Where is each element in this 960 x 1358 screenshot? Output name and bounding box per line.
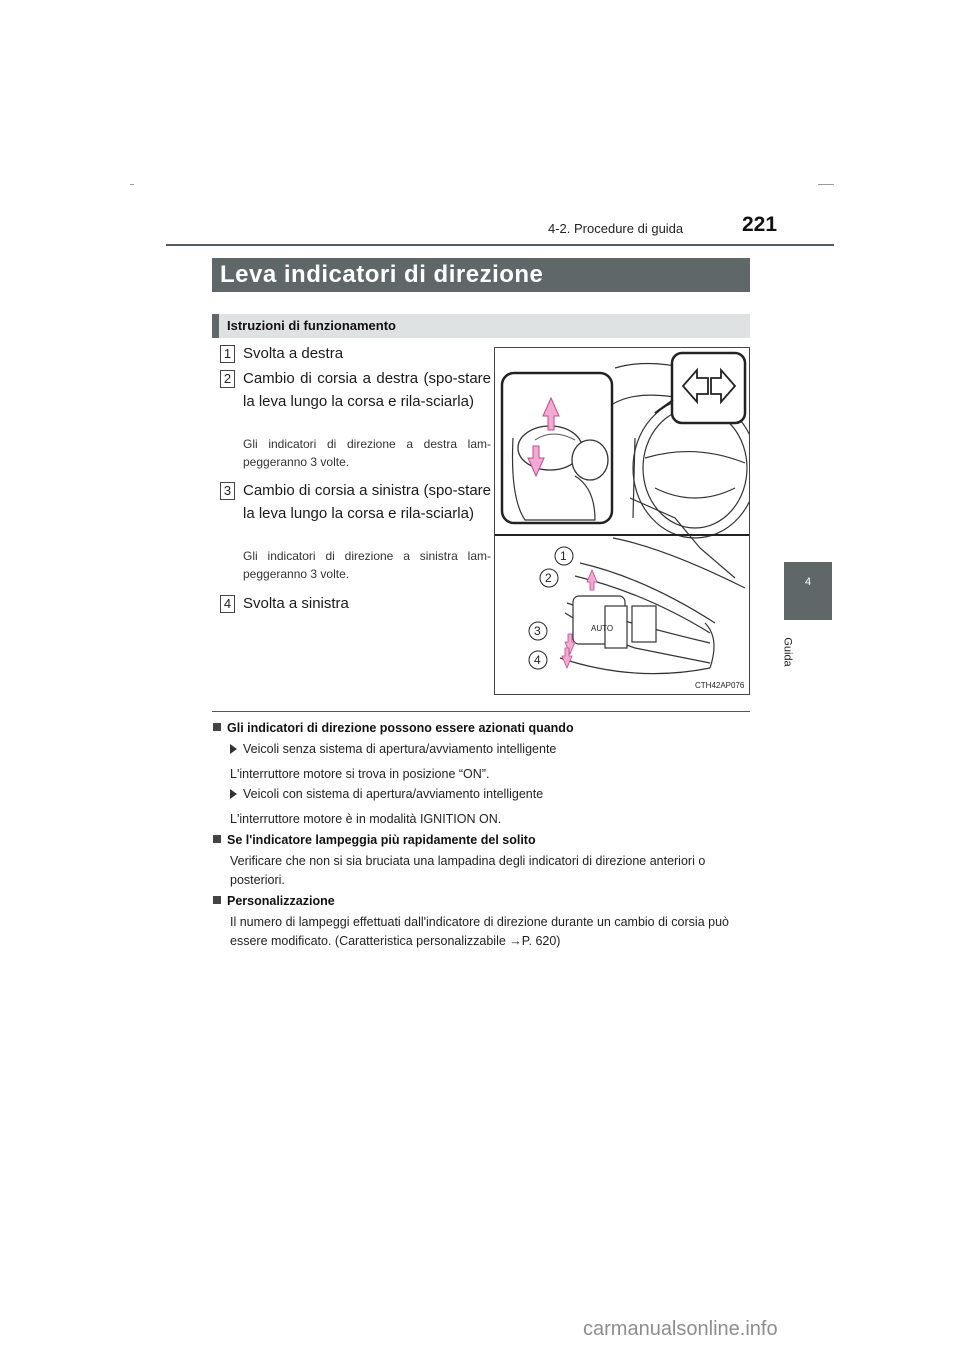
note-body-3: Il numero di lampeggi effettuati dall'indicatore di direzione durante un cambio di corsia può essere modificato. (Caratteristica personalizzabile →P. 620): [230, 915, 729, 948]
page-title: Leva indicatori di direzione: [212, 258, 750, 292]
triangle-bullet-icon: [230, 744, 237, 754]
item-number-4: 4: [220, 595, 235, 613]
header-rule: [166, 244, 834, 246]
running-header-section: 4-2. Procedure di guida: [548, 221, 684, 236]
note-heading-2: Se l'indicatore lampeggia più rapidamente del solito: [213, 833, 536, 847]
note-bullet-body-2: L'interruttore motore è in modalità IGNITION ON.: [230, 812, 502, 826]
callout-3: 3: [534, 624, 541, 638]
arrow-up-2: [587, 570, 597, 590]
note-bullet-body-1: L'interruttore motore si trova in posizione “ON”.: [230, 767, 490, 781]
figure-code: CTH42AP076: [695, 681, 745, 690]
auto-label: AUTO: [591, 624, 614, 633]
callout-1: 1: [560, 549, 567, 563]
item-text-1: Svolta a destra: [243, 345, 344, 362]
callout-4: 4: [534, 653, 541, 667]
section-subtitle: Istruzioni di funzionamento: [212, 314, 750, 338]
item-note-2: Gli indicatori di direzione a destra lam-peggeranno 3 volte.: [243, 437, 491, 469]
item-text-4: Svolta a sinistra: [243, 595, 349, 612]
turn-signal-figure: [494, 347, 750, 695]
item-number-3: 3: [220, 482, 235, 500]
chapter-tab[interactable]: [784, 562, 832, 620]
note-body-2: Verificare che non si sia bruciata una lampadina degli indicatori di direzione anteriori o posteriori.: [230, 854, 706, 887]
chapter-label-rotated: [781, 628, 805, 678]
crop-mark-left: [130, 184, 134, 185]
note-bullet-1: Veicoli senza sistema di apertura/avviamento intelligente: [230, 742, 556, 756]
section-rule: [212, 711, 750, 712]
item-text-2: Cambio di corsia a destra (spo-stare la leva lungo la corsa e rila-sciarla): [243, 370, 491, 410]
stalk-detail: [560, 563, 715, 674]
note-heading-1: Gli indicatori di direzione possono essere azionati quando: [213, 721, 574, 735]
page-number: 221: [742, 213, 778, 236]
crop-mark-right: [818, 184, 834, 185]
item-number-2: 2: [220, 370, 235, 388]
signal-arrows-callout: [655, 353, 745, 423]
item-note-3: Gli indicatori di direzione a sinistra lam-peggeranno 3 volte.: [243, 549, 491, 581]
callout-2: 2: [545, 571, 552, 585]
lever-hand-scene: [502, 373, 612, 523]
item-text-3: Cambio di corsia a sinistra (spo-stare la leva lungo la corsa e rila-sciarla): [243, 482, 491, 522]
square-bullet-icon: [213, 723, 221, 731]
chapter-number: 4: [804, 576, 812, 588]
watermark: carmanualsonline.info: [583, 1318, 778, 1340]
figure-illustration: [495, 348, 749, 694]
item-number-1: 1: [220, 345, 235, 363]
chapter-label: Guida: [781, 637, 794, 667]
square-bullet-icon: [213, 896, 221, 904]
note-bullet-2: Veicoli con sistema di apertura/avviamento intelligente: [230, 787, 543, 801]
square-bullet-icon: [213, 835, 221, 843]
note-heading-3: Personalizzazione: [213, 894, 335, 908]
triangle-bullet-icon: [230, 789, 237, 799]
